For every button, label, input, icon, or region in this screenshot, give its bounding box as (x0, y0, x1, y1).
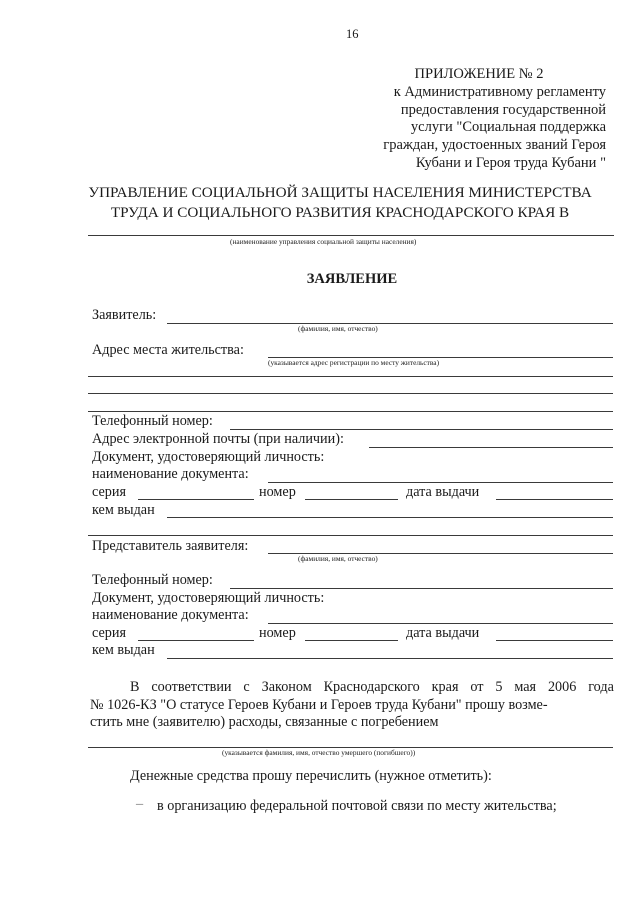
representative-series-field[interactable] (138, 640, 254, 641)
appendix-line: Кубани и Героя труда Кубани " (415, 154, 606, 171)
applicant-series-field[interactable] (138, 499, 254, 500)
applicant-issue-date-field[interactable] (496, 499, 613, 500)
payment-option-bullet[interactable]: – (136, 796, 144, 812)
representative-issued-by-label: кем выдан (92, 642, 155, 658)
representative-issue-date-label: дата выдачи (406, 625, 480, 641)
applicant-address-caption: (указывается адрес регистрации по месту жительства) (268, 358, 440, 367)
page-number: 16 (346, 27, 359, 41)
applicant-number-field[interactable] (305, 499, 398, 500)
appendix-line: граждан, удостоенных званий Героя (383, 137, 606, 154)
payment-option-post-office: в организацию федеральной почтовой связи по месту жительства; (157, 798, 557, 814)
applicant-number-label: номер (259, 484, 296, 500)
appendix-line: предоставления государственной (400, 101, 606, 118)
applicant-issue-date-label: дата выдачи (406, 484, 480, 500)
department-caption: (наименование управления социальной защиты населения) (230, 237, 417, 246)
representative-label: Представитель заявителя: (92, 538, 249, 554)
applicant-name-caption: (фамилия, имя, отчество) (298, 324, 378, 333)
department-name-field[interactable] (88, 235, 614, 236)
payment-intro: Денежные средства прошу перечислить (нужное отметить): (130, 768, 492, 784)
appendix-title: ПРИЛОЖЕНИЕ № 2 (414, 66, 544, 82)
statement-paragraph (90, 679, 614, 732)
statement-word: края (431, 679, 459, 695)
statement-word: года (588, 679, 614, 695)
statement-word: мая (514, 679, 537, 695)
applicant-id-doc-label: Документ, удостоверяющий личность: (92, 449, 325, 465)
statement-word: 2006 (547, 679, 577, 695)
appendix-line: к Административному регламенту (393, 83, 606, 100)
appendix-block (330, 66, 606, 173)
applicant-series-label: серия (92, 484, 126, 500)
applicant-issued-by-field-2[interactable] (88, 535, 613, 536)
statement-line-1 (90, 679, 614, 697)
applicant-issued-by-field[interactable] (167, 517, 613, 518)
applicant-label: Заявитель: (92, 307, 157, 323)
document-title: ЗАЯВЛЕНИЕ (306, 271, 398, 287)
representative-number-field[interactable] (305, 640, 398, 641)
statement-word: соответствии (151, 679, 232, 695)
department-header-line1: УПРАВЛЕНИЕ СОЦИАЛЬНОЙ ЗАЩИТЫ НАСЕЛЕНИЯ МИНИСТЕРСТВА (88, 184, 592, 201)
statement-line-2: № 1026-КЗ "О статусе Героев Кубани и Героев труда Кубани" прошу возме- (90, 696, 548, 713)
statement-word: Краснодарского (323, 679, 420, 695)
applicant-address-label: Адрес места жительства: (92, 342, 244, 358)
representative-id-doc-label: Документ, удостоверяющий личность: (92, 590, 325, 606)
representative-doc-name-label: наименование документа: (92, 607, 249, 623)
applicant-name-field[interactable] (167, 323, 613, 324)
department-header-line2: ТРУДА И СОЦИАЛЬНОГО РАЗВИТИЯ КРАСНОДАРСКОГО КРАЯ В (110, 203, 570, 221)
applicant-doc-name-label: наименование документа: (92, 466, 249, 482)
representative-series-label: серия (92, 625, 126, 641)
statement-word: от (470, 679, 484, 695)
statement-line-3: стить мне (заявителю) расходы, связанные с погребением (90, 714, 439, 731)
representative-name-caption: (фамилия, имя, отчество) (298, 554, 378, 563)
statement-word: с (243, 679, 250, 695)
representative-number-label: номер (259, 625, 296, 641)
statement-word: Законом (261, 679, 312, 695)
applicant-email-label: Адрес электронной почты (при наличии): (92, 431, 344, 447)
statement-word: В (130, 679, 140, 695)
applicant-issued-by-label: кем выдан (92, 502, 155, 518)
applicant-address-field-3[interactable] (88, 393, 613, 394)
applicant-address-field-2[interactable] (88, 376, 613, 377)
deceased-name-caption: (указывается фамилия, имя, отчество умершего (погибшего)) (222, 748, 416, 757)
applicant-phone-label: Телефонный номер: (92, 413, 213, 429)
representative-phone-label: Телефонный номер: (92, 572, 213, 588)
statement-word: 5 (495, 679, 503, 695)
representative-issued-by-field[interactable] (167, 658, 613, 659)
applicant-email-field[interactable] (369, 447, 613, 448)
appendix-line: услуги "Социальная поддержка (410, 119, 606, 136)
representative-issue-date-field[interactable] (496, 640, 613, 641)
department-header (70, 183, 610, 222)
